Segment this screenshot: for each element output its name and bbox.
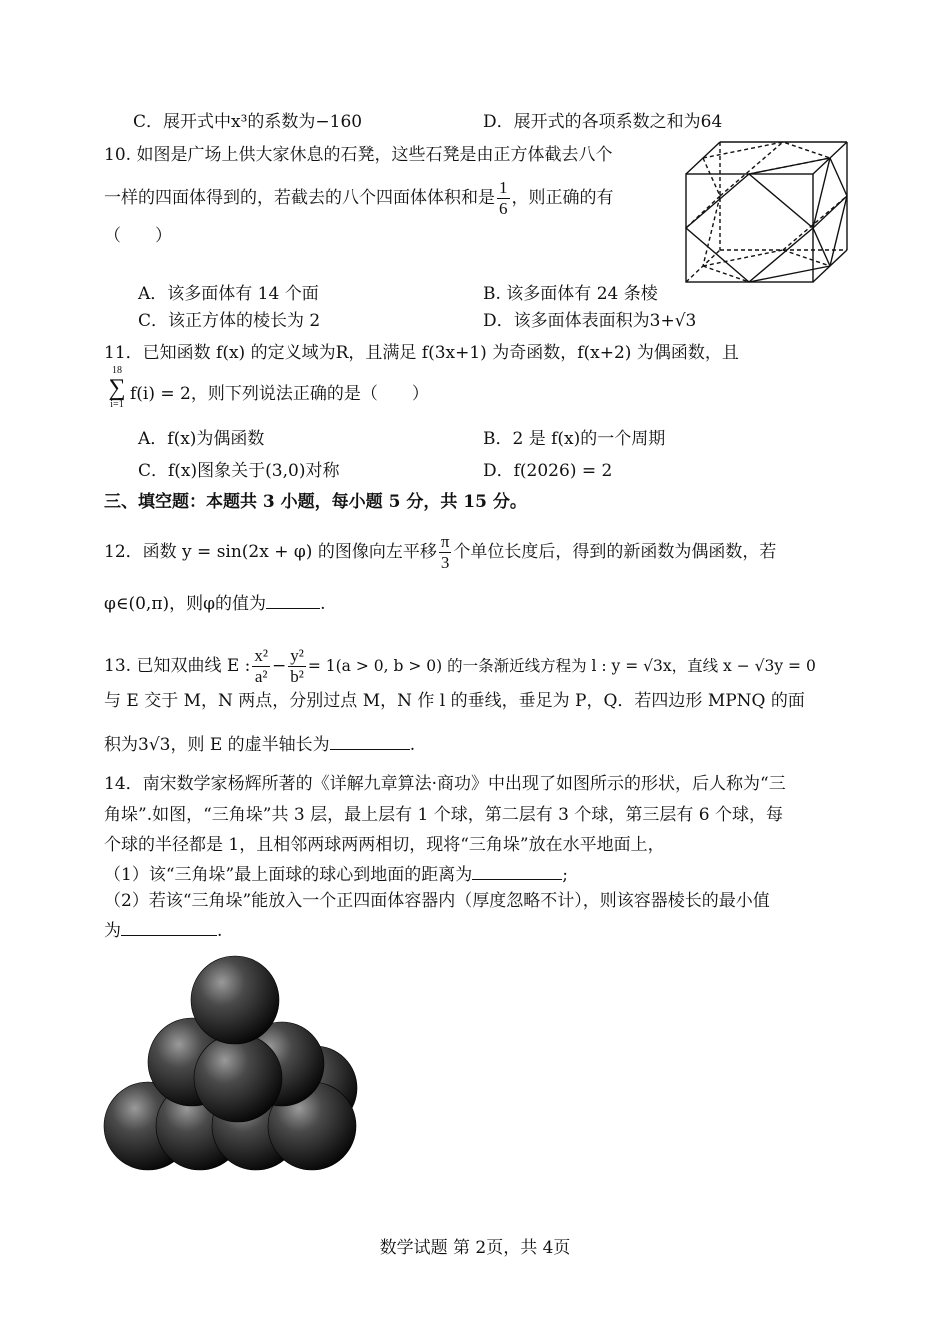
q10-option-c: C．该正方体的棱长为 2 — [138, 311, 321, 331]
q14-line1: 14．南宋数学家杨辉所著的《详解九章算法·商功》中出现了如图所示的形状，后人称为“三 — [104, 774, 786, 794]
q9-option-c: C．展开式中x³的系数为−160 — [133, 112, 363, 132]
q10-option-d: D．该多面体表面积为3+√3 — [483, 311, 697, 331]
q11-sum-bottom: i=1 — [110, 399, 124, 410]
q13-f2-num: y² — [290, 646, 304, 665]
q13-fraction-x — [252, 646, 270, 687]
page-footer: 数学试题 第 2页，共 4页 — [379, 1238, 571, 1258]
q12-line2 — [104, 590, 325, 616]
q11-sum-symbol: ∑ — [108, 375, 126, 401]
q10-frac-num: 1 — [499, 178, 508, 197]
q13-f2-den: b² — [290, 667, 304, 686]
q13-line1 — [104, 646, 816, 687]
q12-frac-num: π — [440, 532, 450, 551]
q10-option-a: A．该多面体有 14 个面 — [138, 284, 319, 304]
q14-line2: 角垛”.如图，“三角垛”共 3 层，最上层有 1 个球，第二层有 3 个球，第三层有 6 个球，每 — [104, 805, 783, 825]
q11-line1: 11．已知函数 f(x) 的定义域为R，且满足 f(3x+1) 为奇函数，f(x+2) 为偶函数，且 — [104, 343, 739, 363]
q14-sub1-text: （1）该“三角垛”最上面球的球心到地面的距离为 — [104, 865, 473, 885]
q13-f1-den: a² — [254, 667, 268, 686]
q11-summation — [106, 366, 128, 410]
q13-minus: − — [272, 656, 287, 676]
q13-line3-end: . — [409, 735, 416, 755]
q14-sub2-line2 — [104, 917, 222, 943]
q10-option-b: B. 该多面体有 24 条棱 — [483, 284, 658, 304]
q10-fraction — [497, 178, 510, 219]
q11-option-c: C．f(x)图象关于(3,0)对称 — [138, 461, 340, 481]
q14-sub2: （2）若该“三角垛”能放入一个正四面体容器内（厚度忽略不计），则该容器棱长的最小值 — [104, 891, 770, 911]
q14-sub1-blank — [472, 861, 562, 880]
sphere-stack-figure — [100, 948, 370, 1188]
q10-line2-text-b: ，则正确的有 — [511, 188, 614, 208]
q12-fraction — [439, 532, 452, 573]
q12-answer-blank — [266, 590, 320, 609]
q10-line2 — [104, 178, 614, 219]
q12-line2-text: φ∈(0,π)，则φ的值为 — [104, 594, 267, 614]
q10-line2-text-a: 一样的四面体得到的，若截去的八个四面体体积和是 — [104, 188, 495, 208]
truncated-cube-figure — [684, 140, 849, 285]
q12-line1-text-b: 个单位长度后，得到的新函数为偶函数，若 — [453, 542, 777, 562]
q14-sub2-end: . — [217, 921, 223, 941]
q11-line2: f(i) = 2，则下列说法正确的是（ ） — [130, 384, 429, 404]
q14-sub2-blank — [121, 917, 217, 936]
q13-line3-text: 积为3√3，则 E 的虚半轴长为 — [104, 735, 330, 755]
q12-line2-end: . — [320, 594, 326, 614]
q12-line1-text-a: 12．函数 y = sin(2x + φ) 的图像向左平移 — [104, 542, 437, 562]
q11-option-a: A．f(x)为偶函数 — [138, 429, 265, 449]
q13-line2: 与 E 交于 M，N 两点，分别过点 M，N 作 l 的垂线，垂足为 P，Q．若四边形 MPNQ 的面 — [104, 691, 805, 711]
section-3-heading: 三、填空题：本题共 3 小题，每小题 5 分，共 15 分。 — [104, 492, 527, 512]
q13-fraction-y — [288, 646, 306, 687]
q11-option-d: D．f(2026) = 2 — [483, 461, 613, 481]
q14-sub1-end: ; — [562, 865, 568, 885]
q12-line1 — [104, 532, 776, 573]
q13-line3 — [104, 731, 415, 757]
q10-frac-den: 6 — [499, 199, 508, 218]
q14-line3: 个球的半径都是 1，且相邻两球两两相切，现将“三角垛”放在水平地面上， — [104, 835, 665, 855]
q13-line1-text-b: = 1(a > 0, b > 0) 的一条渐近线方程为 l : y = √3x，直线 x − √3y = 0 — [307, 657, 816, 675]
q10-line1: 10. 如图是广场上供大家休息的石凳，这些石凳是由正方体截去八个 — [104, 145, 613, 165]
q12-frac-den: 3 — [440, 553, 450, 572]
q13-line1-text-a: 13. 已知双曲线 E : — [104, 656, 251, 676]
q13-answer-blank — [330, 731, 410, 750]
q11-option-b: B．2 是 f(x)的一个周期 — [483, 429, 666, 449]
q9-option-d: D．展开式的各项系数之和为64 — [483, 112, 723, 132]
q11-sum-top: 18 — [112, 365, 122, 376]
q13-f1-num: x² — [254, 646, 268, 665]
q10-answer-paren: （ ） — [104, 226, 172, 246]
q14-sub2b-text: 为 — [104, 921, 121, 941]
q14-sub1 — [104, 861, 568, 887]
